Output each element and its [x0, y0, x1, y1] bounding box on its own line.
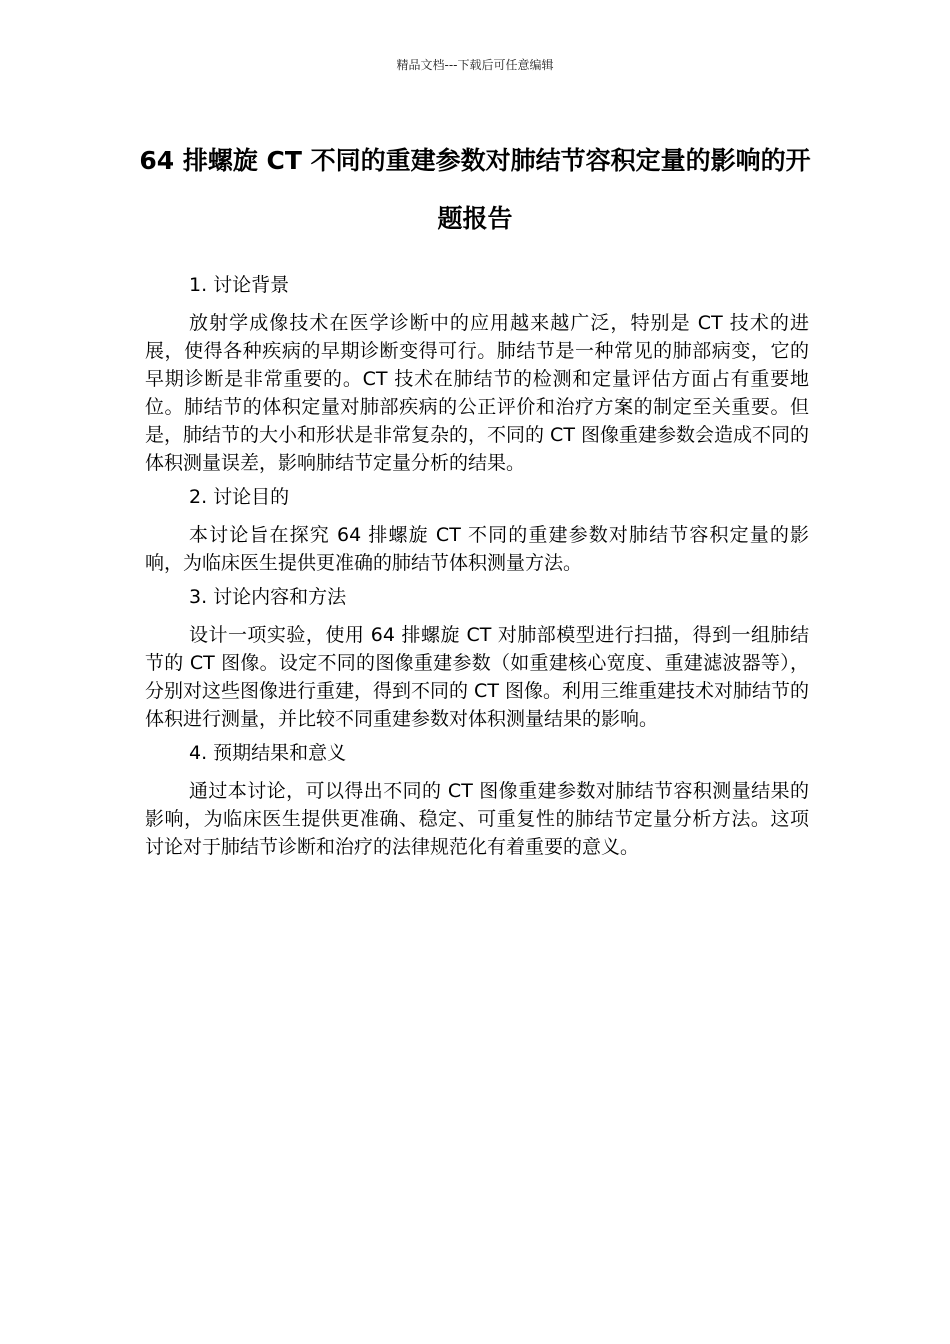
section-body-background: 放射学成像技术在医学诊断中的应用越来越广泛，特别是 CT 技术的进展，使得各种疾病的早期诊断变得可行。肺结节是一种常见的肺部病变，它的早期诊断是非常重要的。CT 技术在肺结节的检测和定量评估方面占有重要地位。肺结节的体积定量对肺部疾病的公正评价和治疗方案的制定至关重要。但是，肺结节的大小和形状是非常复杂的，不同的 CT 图像重建参数会造成不同的体积测量误差，影响肺结节定量分析的结果。	[145, 312, 809, 474]
header-note: 精品文档---下载后可任意编辑	[396, 58, 554, 72]
section-body-methods: 设计一项实验，使用 64 排螺旋 CT 对肺部模型进行扫描，得到一组肺结节的 CT 图像。设定不同的图像重建参数（如重建核心宽度、重建滤波器等），分别对这些图像进行重建，得到不同的 CT 图像。利用三维重建技术对肺结节的体积进行测量，并比较不同重建参数对体积测量结果的影响。	[145, 624, 809, 730]
document-body	[145, 270, 809, 861]
section-heading-background: 1. 讨论背景	[189, 274, 290, 296]
section-heading-purpose: 2. 讨论目的	[189, 486, 290, 508]
section-body-expected-results: 通过本讨论，可以得出不同的 CT 图像重建参数对肺结节容积测量结果的影响，为临床医生提供更准确、稳定、可重复性的肺结节定量分析方法。这项讨论对于肺结节诊断和治疗的法律规范化有着重要的意义。	[145, 780, 809, 858]
section-heading-expected-results: 4. 预期结果和意义	[189, 742, 347, 764]
section-heading-methods: 3. 讨论内容和方法	[189, 586, 347, 608]
section-body-purpose: 本讨论旨在探究 64 排螺旋 CT 不同的重建参数对肺结节容积定量的影响，为临床医生提供更准确的肺结节体积测量方法。	[145, 524, 809, 574]
document-title: 64 排螺旋 CT 不同的重建参数对肺结节容积定量的影响的开题报告	[139, 146, 811, 233]
